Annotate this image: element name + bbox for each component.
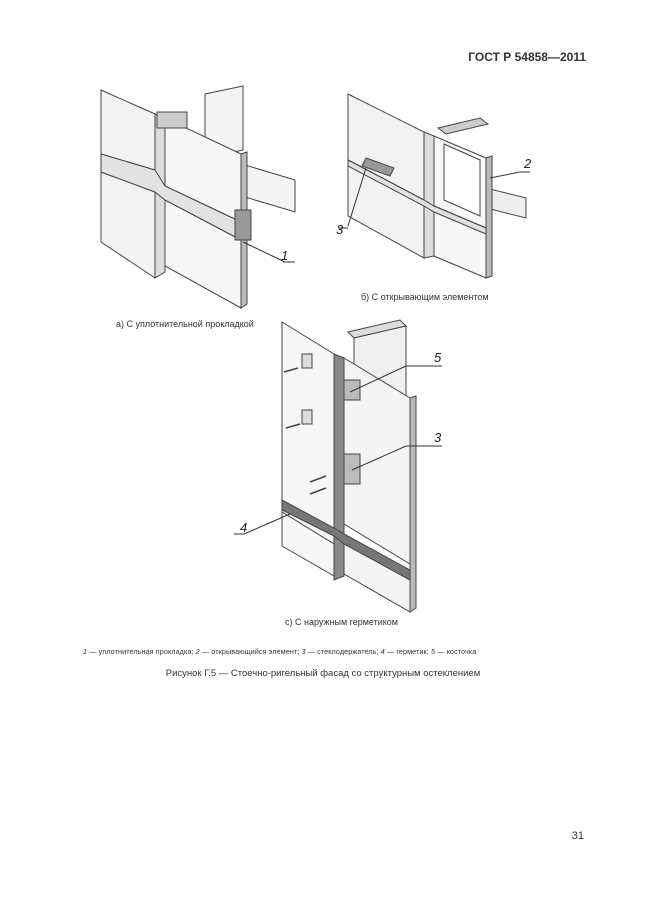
figure-a-drawing bbox=[95, 82, 305, 312]
figure-b-callout-3: 3 bbox=[336, 222, 344, 237]
figure-c-caption: с) С наружным герметиком bbox=[285, 617, 398, 627]
legend-item-3: 3 — стеклодержатель; bbox=[301, 647, 379, 656]
figure-c-drawing bbox=[230, 314, 460, 614]
figure-b-caption: б) С открывающим элементом bbox=[361, 292, 489, 302]
figure-c-callout-3: 3 bbox=[434, 430, 442, 445]
page-number: 31 bbox=[571, 830, 584, 842]
figure-title: Рисунок Г.5 — Стоечно-ригельный фасад со структурным остеклением bbox=[165, 668, 481, 679]
legend-item-5: 5 — косточка bbox=[430, 647, 477, 656]
legend-item-1: 1 — уплотнительная прокладка; bbox=[83, 647, 194, 656]
figure-b-drawing bbox=[330, 88, 540, 283]
figure-c-callout-5: 5 bbox=[434, 350, 442, 365]
legend-item-4: 4 — герметик; bbox=[380, 647, 429, 656]
figure-legend bbox=[83, 647, 578, 656]
legend-item-2: 2 — открывающийся элемент; bbox=[195, 647, 300, 656]
figure-b-callout-2: 2 bbox=[524, 156, 532, 171]
document-code: ГОСТ Р 54858—2011 bbox=[468, 50, 586, 64]
figure-c-callout-4: 4 bbox=[240, 520, 248, 535]
figure-a-caption: а) С уплотнительной прокладкой bbox=[116, 319, 254, 329]
figure-a-callout-1: 1 bbox=[281, 248, 289, 263]
